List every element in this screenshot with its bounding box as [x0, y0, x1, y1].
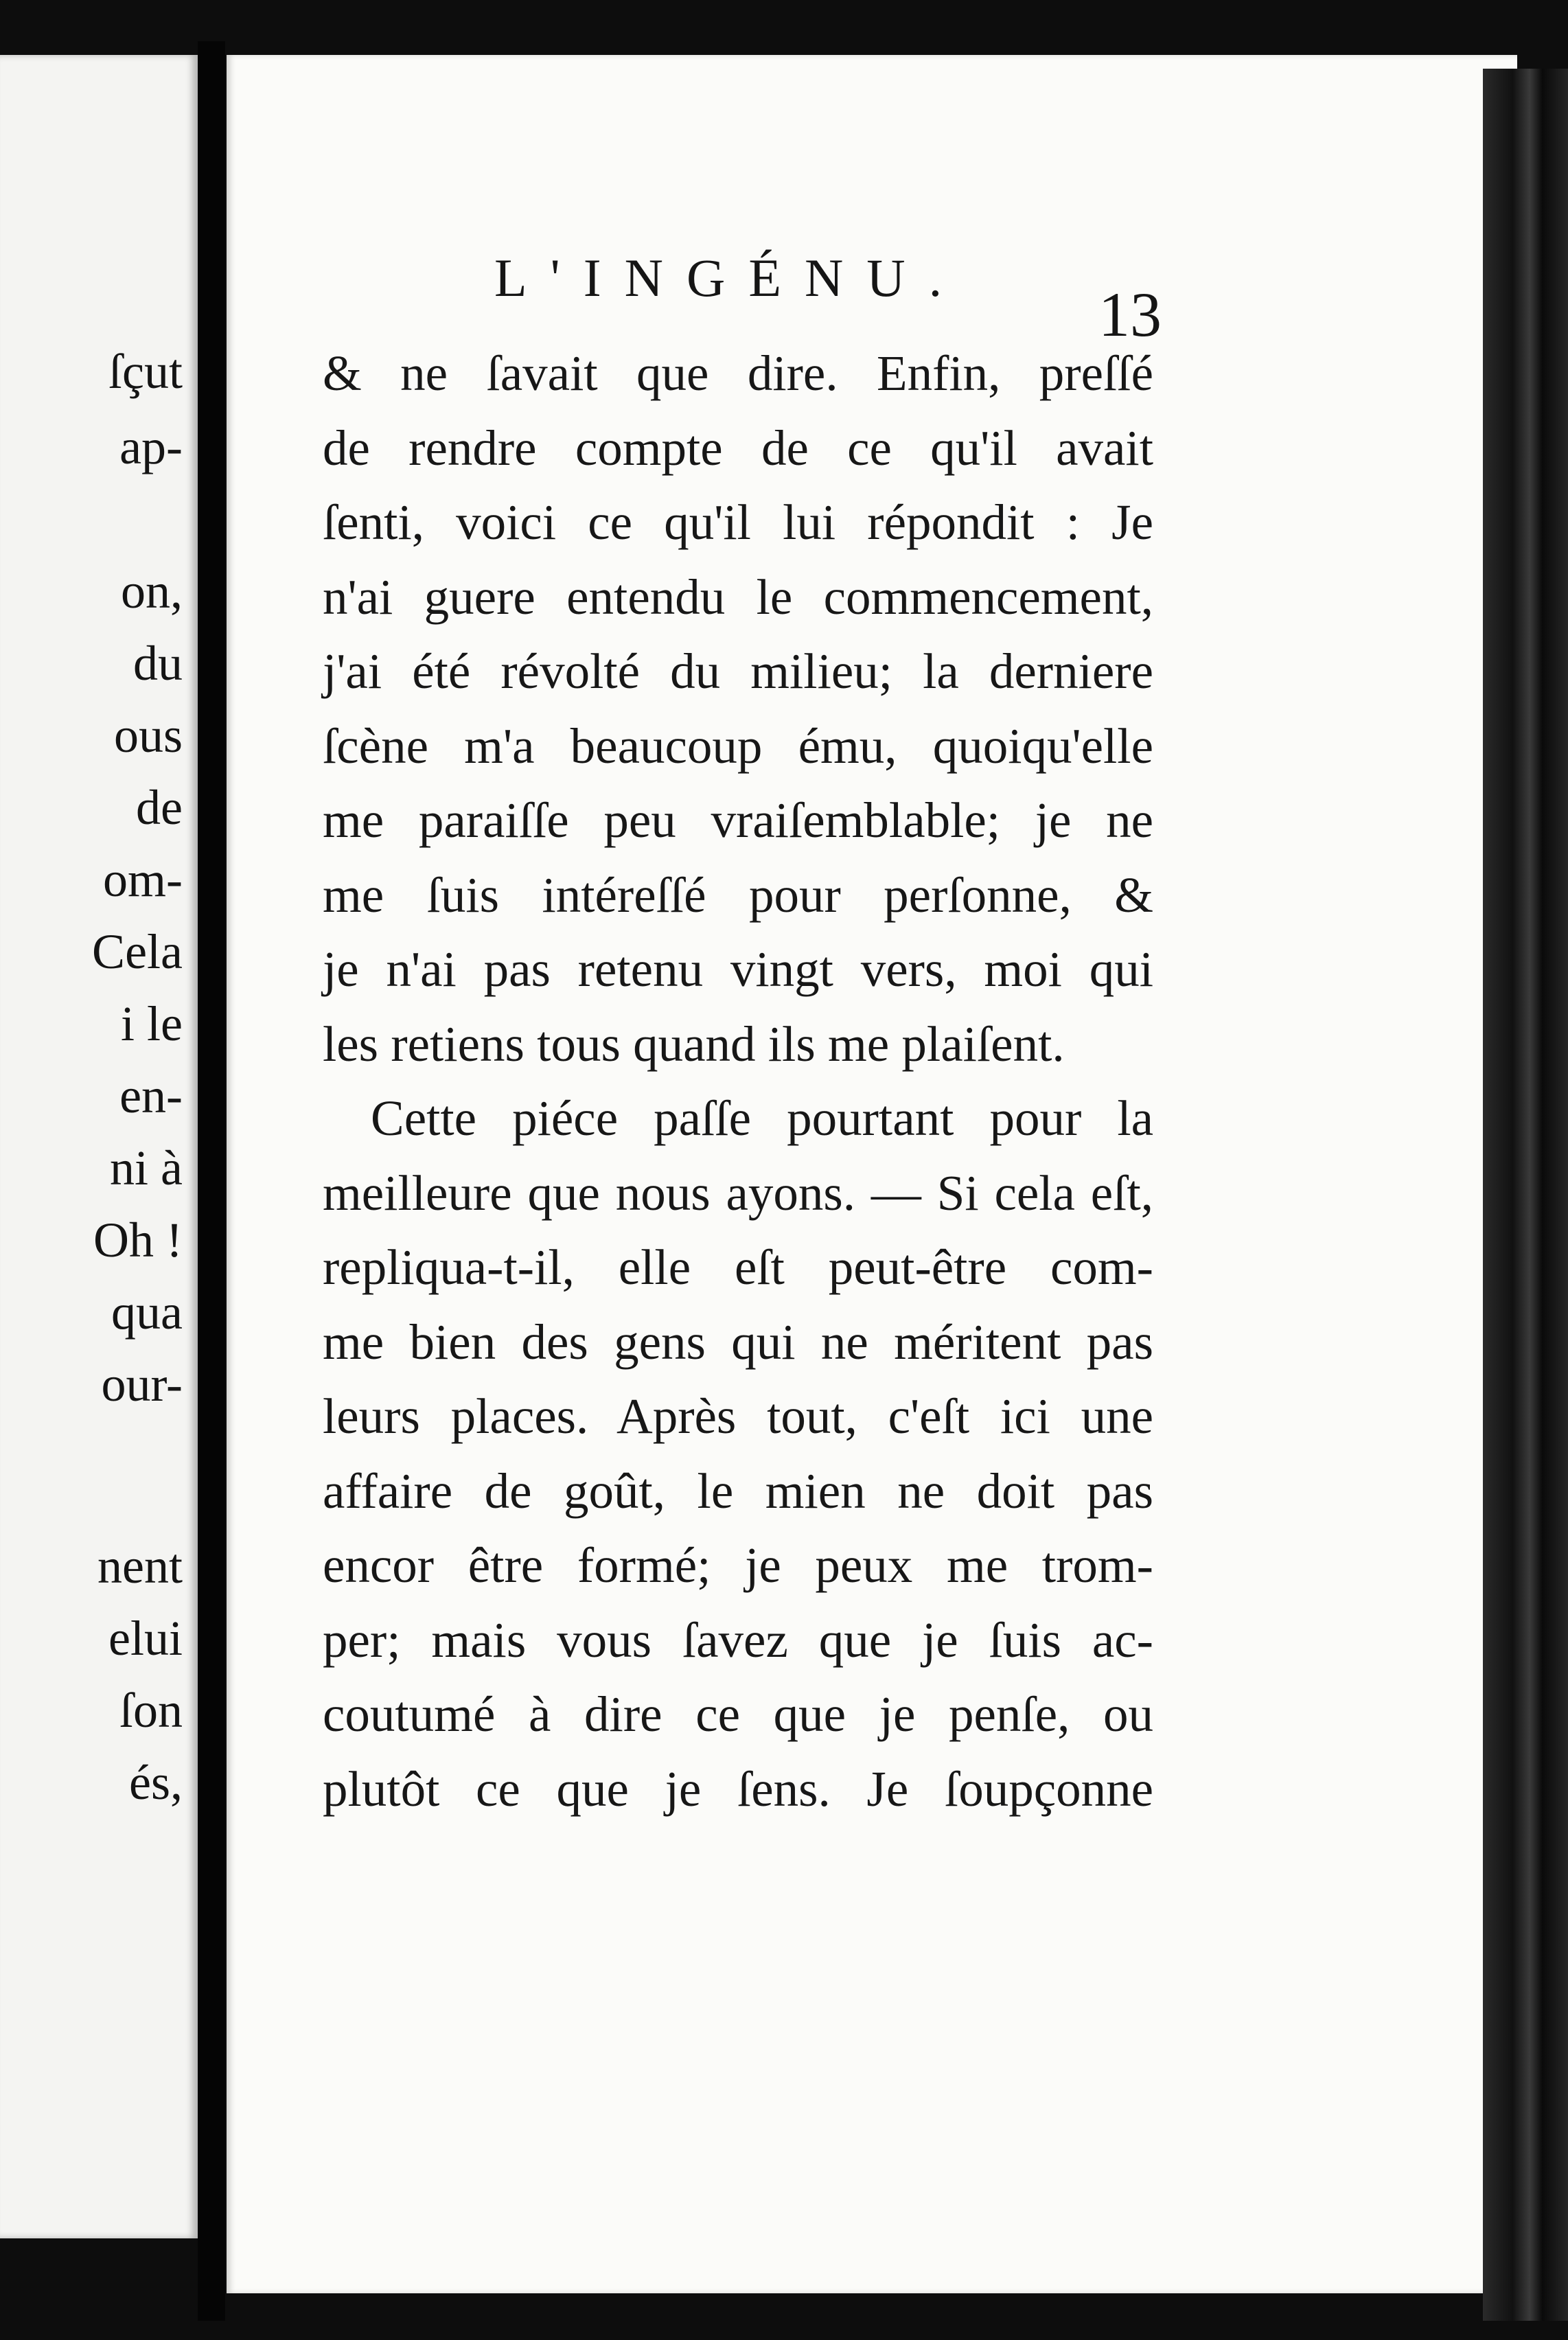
text-line: meilleure que nous ayons. — Si cela eſt, — [323, 1165, 1153, 1221]
left-page-fragment: om- — [103, 852, 183, 907]
text-line: Cette piéce paſſe pourtant pour la — [371, 1090, 1153, 1146]
left-page-fragment: en- — [119, 1068, 183, 1123]
running-head: L'INGÉNU. — [494, 248, 966, 308]
left-page-fragment: on, — [121, 564, 183, 619]
text-line: repliqua-t-il, elle eſt peut-être com- — [323, 1239, 1153, 1295]
text-line: ſcène m'a beaucoup ému, quoiqu'elle — [323, 718, 1153, 774]
text-line: & ne ſavait que dire. Enfin, preſſé — [323, 345, 1153, 401]
text-line: ſenti, voici ce qu'il lui répondit : Je — [323, 494, 1153, 550]
text-line: me bien des gens qui ne méritent pas — [323, 1314, 1153, 1370]
left-page-fragment: és, — [129, 1755, 183, 1810]
left-page-fragment: qua — [111, 1285, 183, 1340]
body-text — [323, 336, 1153, 1826]
left-page-fragment: ous — [113, 708, 183, 763]
text-line: plutôt ce que je ſens. Je ſoupçonne — [323, 1760, 1153, 1817]
left-page-fragment: our- — [101, 1357, 183, 1412]
left-page-fragment: Cela — [92, 924, 183, 979]
text-line: de rendre compte de ce qu'il avait — [323, 420, 1153, 476]
text-line: encor être formé; je peux me trom- — [323, 1537, 1153, 1593]
text-line: me ſuis intéreſſé pour perſonne, & — [323, 867, 1153, 923]
text-line: per; mais vous ſavez que je ſuis ac- — [323, 1611, 1153, 1668]
text-line: me paraiſſe peu vraiſemblable; je ne — [323, 792, 1153, 848]
left-page-fragment: elui — [108, 1611, 183, 1666]
text-line: coutumé à dire ce que je penſe, ou — [323, 1686, 1153, 1742]
text-line: les retiens tous quand ils me plaiſent. — [323, 1016, 1065, 1072]
book-gutter — [198, 41, 225, 2321]
left-page-fragment: ni à — [110, 1140, 183, 1195]
left-page — [0, 55, 198, 2238]
left-page-fragment: ſon — [119, 1683, 183, 1738]
left-page-fragment: ſçut — [108, 344, 183, 399]
left-page-fragment: ap- — [119, 420, 183, 474]
left-page-fragment: du — [133, 636, 183, 691]
page-edge-stack — [1483, 69, 1568, 2321]
text-line: affaire de goût, le mien ne doit pas — [323, 1462, 1153, 1519]
left-page-fragment: de — [136, 780, 183, 835]
text-line: leurs places. Après tout, c'eſt ici une — [323, 1388, 1153, 1444]
text-line: j'ai été révolté du milieu; la derniere — [323, 643, 1153, 699]
left-page-fragment: nent — [97, 1539, 183, 1594]
text-line: n'ai guere entendu le commencement, — [323, 569, 1153, 625]
left-page-fragment: i le — [121, 996, 183, 1051]
left-page-fragment: Oh ! — [93, 1213, 183, 1268]
page-number: 13 — [1098, 279, 1162, 349]
text-line: je n'ai pas retenu vingt vers, moi qui — [323, 941, 1153, 997]
